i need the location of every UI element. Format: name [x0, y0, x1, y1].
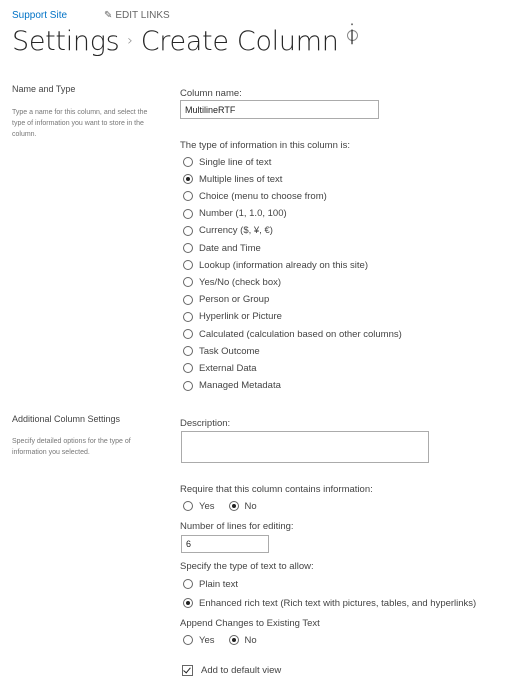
type-label: Date and Time [199, 242, 261, 254]
name-type-section-description: Type a name for this column, and select the type of information you want to store in the column. [12, 109, 148, 138]
name-type-section-title: Name and Type [12, 84, 76, 94]
type-radio[interactable] [183, 243, 193, 253]
type-label: Yes/No (check box) [199, 276, 282, 288]
append-radio-group [183, 633, 271, 647]
description-textarea[interactable] [181, 431, 429, 463]
type-option[interactable] [183, 155, 271, 169]
type-label: The type of information in this column is: [180, 140, 351, 151]
text-type-label: Plain text [199, 578, 239, 590]
type-radio[interactable] [183, 226, 193, 236]
lines-label: Number of lines for editing: [180, 521, 294, 532]
type-option[interactable] [183, 275, 281, 289]
type-option[interactable] [183, 361, 257, 375]
append-radio[interactable] [183, 635, 193, 645]
append-label: Append Changes to Existing Text [180, 618, 320, 629]
column-name-input[interactable] [180, 100, 379, 119]
type-label: Single line of text [199, 156, 272, 168]
type-label: Lookup (information already on this site) [199, 259, 368, 271]
type-radio[interactable] [183, 260, 193, 270]
append-label: Yes [199, 634, 215, 646]
require-radio-group [183, 499, 271, 513]
type-radio[interactable] [183, 329, 193, 339]
text-type-radio[interactable] [183, 579, 193, 589]
title-prefix[interactable]: Settings [12, 26, 120, 57]
type-radio[interactable] [183, 312, 193, 322]
pencil-icon: ✎ [104, 10, 113, 21]
type-label: Person or Group [199, 294, 270, 306]
type-option[interactable] [183, 310, 282, 324]
text-type-option[interactable] [183, 596, 476, 610]
text-type-option[interactable] [183, 577, 238, 591]
type-option[interactable] [183, 224, 273, 238]
require-radio[interactable] [229, 501, 239, 511]
text-type-label: Enhanced rich text (Rich text with pictures, tables, and hyperlinks) [199, 597, 477, 609]
append-option[interactable] [229, 635, 257, 646]
type-label: Number (1, 1.0, 100) [199, 208, 287, 220]
column-name-label: Column name: [180, 88, 242, 99]
type-label: External Data [199, 362, 257, 374]
type-radio[interactable] [183, 346, 193, 356]
default-view-option[interactable] [182, 665, 281, 676]
text-type-radio[interactable] [183, 598, 193, 608]
default-view-label: Add to default view [201, 665, 282, 676]
type-label: Managed Metadata [199, 380, 281, 392]
type-label: Hyperlink or Picture [199, 311, 282, 323]
type-radio[interactable] [183, 381, 193, 391]
require-label: No [244, 500, 257, 512]
require-label: Require that this column contains information: [180, 484, 373, 495]
type-option[interactable] [183, 293, 269, 307]
append-label: No [244, 634, 257, 646]
type-label: Currency ($, ¥, €) [199, 225, 273, 237]
require-option[interactable] [229, 501, 257, 512]
type-option[interactable] [183, 189, 327, 203]
append-radio[interactable] [229, 635, 239, 645]
type-radio[interactable] [183, 295, 193, 305]
title-text: Create Column [140, 26, 339, 57]
type-label: Calculated (calculation based on other columns) [199, 328, 402, 340]
additional-settings-title: Additional Column Settings [12, 414, 121, 424]
info-icon[interactable]: i [348, 20, 356, 51]
lines-input[interactable] [181, 535, 269, 553]
text-type-label: Specify the type of text to allow: [180, 561, 314, 572]
additional-settings-description: Specify detailed options for the type of information you selected. [12, 438, 131, 456]
type-option[interactable] [183, 258, 368, 272]
require-radio[interactable] [183, 501, 193, 511]
type-radio[interactable] [183, 277, 193, 287]
default-view-checkbox[interactable] [182, 665, 193, 676]
type-option[interactable] [183, 344, 260, 358]
type-option[interactable] [183, 379, 281, 393]
append-option[interactable] [183, 635, 215, 646]
type-radio[interactable] [183, 209, 193, 219]
type-label: Multiple lines of text [199, 173, 283, 185]
site-link[interactable]: Support Site [12, 10, 68, 21]
require-option[interactable] [183, 501, 215, 512]
type-radio[interactable] [183, 157, 193, 167]
type-option[interactable] [183, 327, 402, 341]
type-option[interactable] [183, 172, 282, 186]
page-title [12, 20, 358, 62]
type-option[interactable] [183, 241, 261, 255]
description-label: Description: [180, 418, 231, 429]
type-label: Choice (menu to choose from) [199, 190, 327, 202]
type-option[interactable] [183, 207, 287, 221]
edit-links-label: EDIT LINKS [115, 10, 170, 21]
type-radio[interactable] [183, 363, 193, 373]
type-radio[interactable] [183, 174, 193, 184]
require-label: Yes [199, 500, 215, 512]
type-radio[interactable] [183, 191, 193, 201]
breadcrumb-separator: › [127, 33, 133, 49]
edit-links-button[interactable] [104, 10, 170, 21]
type-label: Task Outcome [199, 345, 260, 357]
